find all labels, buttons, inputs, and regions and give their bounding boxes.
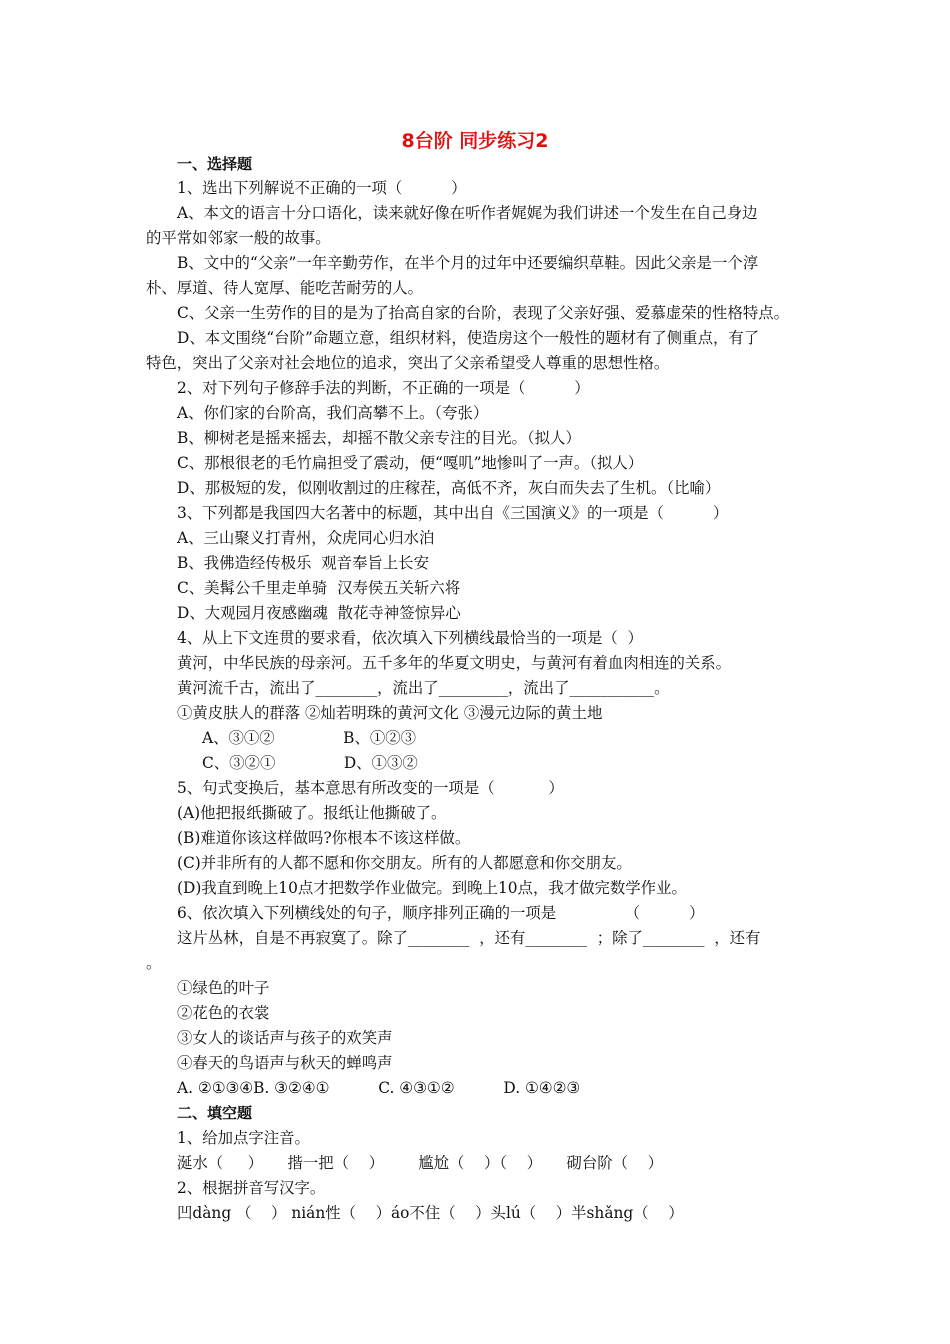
text-line: A、三山聚义打青州，众虎同心归水泊 — [177, 529, 435, 547]
text-line: 涎水（ ） 揩一把（ ） 尴尬（ ）（ ） 砌台阶（ ） — [177, 1154, 664, 1172]
text-line: (A)他把报纸撕破了。报纸让他撕破了。 — [177, 804, 447, 822]
text-line: 1、选出下列解说不正确的一项（ ） — [177, 179, 467, 197]
text-line: 的平常如邻家一般的故事。 — [146, 229, 331, 247]
text-line: C、那根很老的毛竹扁担受了震动，便“嘎叽”地惨叫了一声。（拟人） — [177, 454, 644, 472]
text-line: ④春天的鸟语声与秋天的蝉鸣声 — [177, 1054, 393, 1072]
page-title: 8台阶 同步练习2 — [401, 130, 549, 152]
text-line: ③女人的谈话声与孩子的欢笑声 — [177, 1029, 393, 1047]
text-line: 1、给加点字注音。 — [177, 1129, 310, 1147]
text-line: A、③①② B、①②③ — [202, 729, 417, 747]
text-line: ①绿色的叶子 — [177, 979, 270, 997]
text-line: (B)难道你该这样做吗?你根本不该这样做。 — [177, 829, 471, 847]
text-line: ①黄皮肤人的群落 ②灿若明珠的黄河文化 ③漫元边际的黄土地 — [177, 704, 603, 722]
text-line: 凹dàng （ ） nián性（ ）áo不住（ ）头lú（ ）半shǎng（ ） — [177, 1204, 684, 1222]
text-line: 。 — [146, 954, 162, 972]
section-heading: 二、填空题 — [177, 1104, 253, 1122]
text-line: 黄河流千古，流出了________，流出了_________，流出了___________。 — [177, 679, 670, 697]
text-line: (D)我直到晚上10点才把数学作业做完。到晚上10点，我才做完数学作业。 — [177, 879, 687, 897]
text-line: B、我佛造经传极乐 观音奉旨上长安 — [177, 554, 429, 572]
text-line: 2、根据拼音写汉字。 — [177, 1179, 326, 1197]
text-line: C、父亲一生劳作的目的是为了抬高自家的台阶，表现了父亲好强、爱慕虚荣的性格特点。 — [177, 304, 790, 322]
text-line: C、③②① D、①③② — [202, 754, 418, 772]
text-line: 5、句式变换后，基本意思有所改变的一项是（ ） — [177, 779, 564, 797]
section-heading: 一、选择题 — [177, 155, 253, 173]
text-line: 2、对下列句子修辞手法的判断，不正确的一项是（ ） — [177, 379, 590, 397]
text-line: A、你们家的台阶高，我们高攀不上。（夸张） — [177, 404, 489, 422]
text-line: C、美髯公千里走单骑 汉寿侯五关斩六将 — [177, 579, 461, 597]
text-line: B、文中的“父亲”一年辛勤劳作，在半个月的过年中还要编织草鞋。因此父亲是一个淳 — [177, 254, 759, 272]
text-line: A、本文的语言十分口语化，读来就好像在听作者娓娓为我们讲述一个发生在自己身边 — [177, 204, 758, 222]
text-line: D、本文围绕“台阶”命题立意，组织材料，使造房这个一般性的题材有了侧重点，有了 — [177, 329, 760, 347]
text-line: D、那极短的发，似刚收割过的庄稼茬，高低不齐，灰白而失去了生机。（比喻） — [177, 479, 721, 497]
text-line: A. ②①③④B. ③②④① C. ④③①② D. ①④②③ — [177, 1079, 581, 1097]
text-line: 4、从上下文连贯的要求看，依次填入下列横线最恰当的一项是（ ） — [177, 629, 643, 647]
text-line: 这片丛林，自是不再寂寞了。除了________ ，还有________ ；除了________ ，还有 — [177, 929, 761, 947]
text-line: B、柳树老是摇来摇去，却摇不散父亲专注的目光。（拟人） — [177, 429, 581, 447]
text-line: 6、依次填入下列横线处的句子，顺序排列正确的一项是 （ ） — [177, 904, 705, 922]
text-line: D、大观园月夜感幽魂 散花寺神签惊异心 — [177, 604, 461, 622]
text-line: 特色，突出了父亲对社会地位的追求，突出了父亲希望受人尊重的思想性格。 — [146, 354, 670, 372]
text-line: 朴、厚道、待人宽厚、能吃苦耐劳的人。 — [146, 279, 424, 297]
text-line: ②花色的衣裳 — [177, 1004, 270, 1022]
text-line: 黄河，中华民族的母亲河。五千多年的华夏文明史，与黄河有着血肉相连的关系。 — [177, 654, 732, 672]
text-line: (C)并非所有的人都不愿和你交朋友。所有的人都愿意和你交朋友。 — [177, 854, 632, 872]
text-line: 3、下列都是我国四大名著中的标题，其中出自《三国演义》的一项是（ ） — [177, 504, 729, 522]
